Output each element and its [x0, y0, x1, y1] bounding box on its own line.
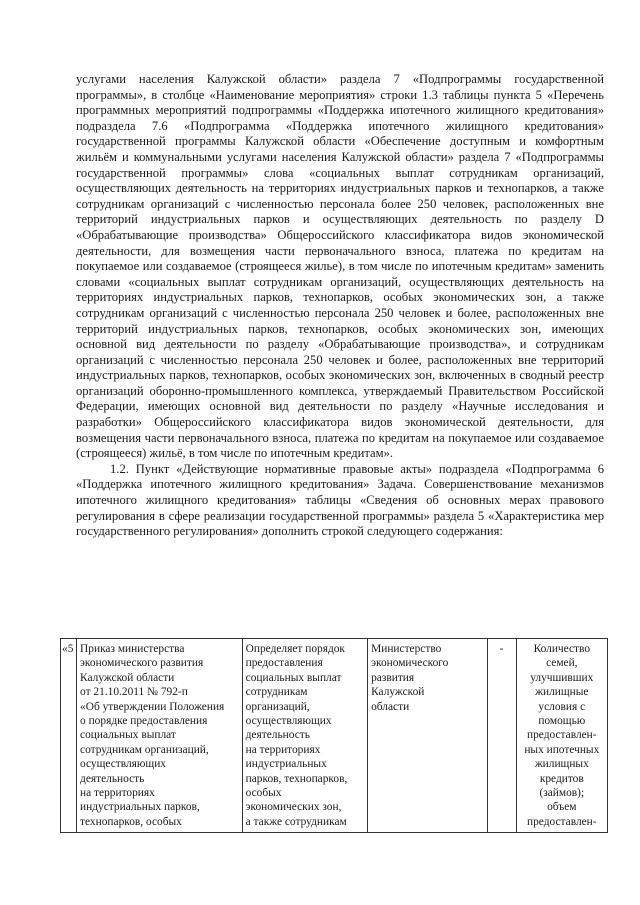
- document-body: [76, 72, 604, 540]
- indicator-cell: Количество семей, улучшивших жилищные условия с помощью предоставлен- ных ипотечных жилищных кредитов (займов); объем предоставлен-: [516, 639, 607, 833]
- act-description-cell: Определяет порядок предоставления социальных выплат сотрудникам организаций, осуществляющих деятельность на территориях индустриальных парков, технопарков, особых экономических зон, а также сотрудникам: [242, 639, 367, 833]
- table-row: [61, 639, 608, 833]
- act-name-cell: Приказ министерства экономического развития Калужской области от 21.10.2011 № 792-п «Об утверждении Положения о порядке предоставления социальных выплат сотрудникам организаций, осуществляющих деятельность на территориях индустриальных парков, технопарков, особых: [77, 639, 243, 833]
- amendment-paragraph-2: 1.2. Пункт «Действующие нормативные правовые акты» подраздела «Подпрограмма 6 «Поддержка ипотечного жилищного кредитования» Задача. Совершенствование механизмов ипотечного жилищного кредитования» таблицы «Сведения об основных мерах правового регулирования в сфере реализации государственной программы» раздела 5 «Характеристика мер государственного регулирования» дополнить строкой следующего содержания:: [76, 461, 604, 539]
- row-number-cell: «5: [61, 639, 77, 833]
- inserted-row-table: [60, 638, 608, 833]
- amendment-paragraph-1: услугами населения Калужской области» раздела 7 «Подпрограммы государственной программы», в столбце «Наименование мероприятия» строки 1.3 таблицы пункта 5 «Перечень программных мероприятий подпрограммы «Поддержка ипотечного жилищного кредитования» подраздела 7.6 «Подпрограмма «Поддержка ипотечного жилищного кредитования» государственной программы Калужской области «Обеспечение доступным и комфортным жильём и коммунальными услугами населения Калужской области» раздела 7 «Подпрограммы государственной программы» слова «социальных выплат сотрудникам организаций, осуществляющих деятельность на территориях индустриальных парков и технопарков, а также сотрудникам организаций с численностью персонала более 250 человек, расположенных вне территорий индустриальных парков и осуществляющих деятельность по разделу D «Обрабатывающие производства» Общероссийского классификатора видов экономической деятельности, для возмещения части первоначального взноса, платежа по кредитам на покупаемое или создаваемое (строящееся жилье), в том числе по ипотечным кредитам» заменить словами «социальных выплат сотрудникам организаций, осуществляющих деятельность на территориях индустриальных парков, технопарков, особых экономических зон, а также сотрудникам организаций с численностью персонала 250 человек и более, расположенных вне территорий индустриальных парков, технопарков, особых экономических зон, имеющих основной вид деятельности по разделу «Обрабатывающие производства», и сотрудникам организаций с численностью персонала 250 человек и более, расположенных вне территорий индустриальных парков, технопарков, особых экономических зон, включенных в сводный реестр организаций оборонно-промышленного комплекса, утверждаемый Правительством Российской Федерации, имеющих основной вид деятельности по разделу «Научные исследования и разработки» Общероссийского классификатора видов экономической деятельности, для возмещения части первоначального взноса, платежа по кредитам на покупаемое или создаваемое (строящееся) жильё, в том числе по ипотечным кредитам».: [76, 72, 604, 461]
- responsible-executor-cell: Министерство экономического развития Калужской области: [368, 639, 487, 833]
- dash-cell: -: [487, 639, 516, 833]
